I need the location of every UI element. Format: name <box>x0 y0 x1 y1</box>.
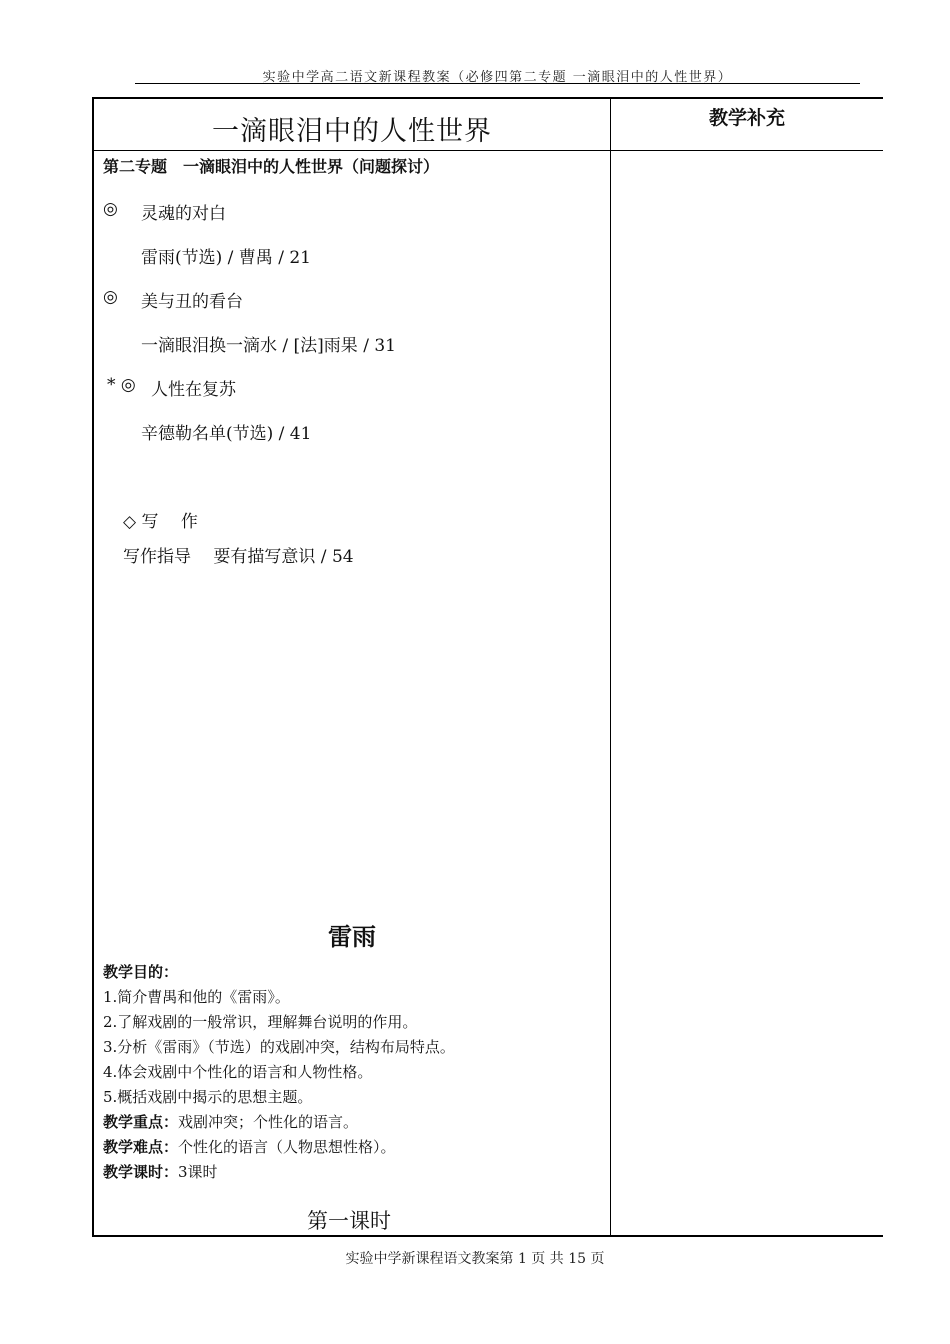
objective-item: 1.简介曹禺和他的《雷雨》。 <box>103 988 290 1006</box>
title-row-divider <box>94 150 883 151</box>
group-3-entry: 辛德勒名单(节选) / 41 <box>141 424 312 444</box>
side-column-title: 教学补充 <box>708 107 785 129</box>
hours-line <box>103 1161 218 1182</box>
group-2-entry: 一滴眼泪换一滴水 / [法]雨果 / 31 <box>141 336 396 356</box>
page-header: 实验中学高二语文新课程教案（必修四第二专题 一滴眼泪中的人性世界） <box>262 70 733 85</box>
lesson-title: 雷雨 <box>328 923 376 951</box>
section-heading: 第二专题 一滴眼泪中的人性世界（问题探讨） <box>103 157 440 176</box>
group-2-marker: ◎ <box>103 287 118 307</box>
group-2-title: 美与丑的看台 <box>141 292 243 312</box>
group-1-title: 灵魂的对白 <box>141 204 226 224</box>
key-points-label: 教学重点： <box>103 1113 179 1131</box>
lesson-table <box>92 97 883 1237</box>
hours-label: 教学课时： <box>103 1163 179 1181</box>
writing-entry: 写作指导 要有描写意识 / 54 <box>123 547 354 567</box>
objective-item: 3.分析《雷雨》（节选）的戏剧冲突，结构布局特点。 <box>103 1038 455 1056</box>
column-divider <box>610 99 611 1235</box>
objectives-label: 教学目的： <box>103 963 179 981</box>
table-title: 一滴眼泪中的人性世界 <box>212 116 492 147</box>
objective-item: 2.了解戏剧的一般常识，理解舞台说明的作用。 <box>103 1013 418 1031</box>
group-1-marker: ◎ <box>103 199 118 219</box>
first-period-heading: 第一课时 <box>307 1209 391 1233</box>
hours-text: 3课时 <box>178 1163 218 1181</box>
page-footer: 实验中学新课程语文教案第 1 页 共 15 页 <box>345 1251 605 1267</box>
writing-heading: ◇ 写 作 <box>123 512 198 532</box>
objective-item: 5.概括戏剧中揭示的思想主题。 <box>103 1088 313 1106</box>
group-3-title: 人性在复苏 <box>151 380 236 400</box>
difficulty-text: 个性化的语言（人物思想性格）。 <box>178 1138 396 1156</box>
difficulty-line <box>103 1136 396 1157</box>
key-points-line <box>103 1111 358 1132</box>
header-rule <box>135 83 860 84</box>
objective-item: 4.体会戏剧中个性化的语言和人物性格。 <box>103 1063 373 1081</box>
difficulty-label: 教学难点： <box>103 1138 179 1156</box>
group-3-marker: * ◎ <box>107 375 136 395</box>
key-points-text: 戏剧冲突；个性化的语言。 <box>178 1113 359 1131</box>
group-1-entry: 雷雨(节选) / 曹禺 / 21 <box>141 248 311 268</box>
